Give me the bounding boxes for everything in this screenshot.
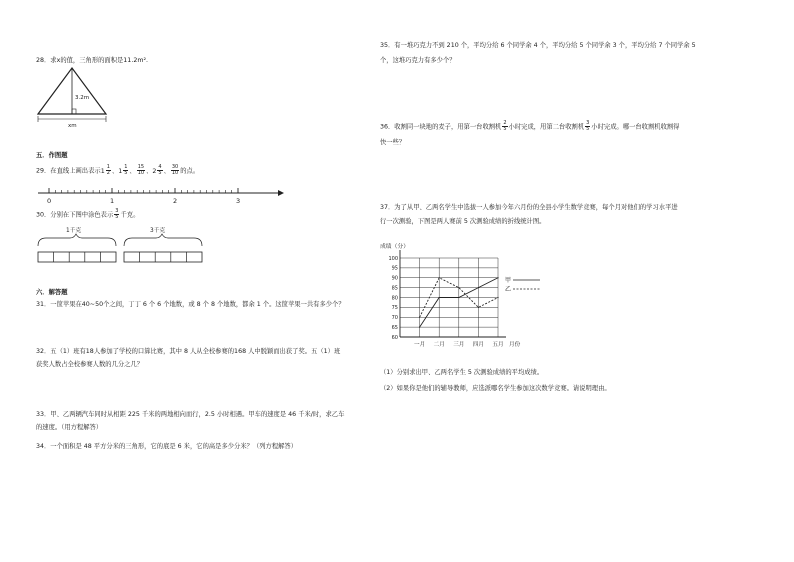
bar-3kg bbox=[124, 252, 202, 262]
x-tick-label: 一月 bbox=[413, 342, 426, 348]
q29-fraction-2: 1 $\frac{1}{5}$ bbox=[118, 164, 128, 176]
y-tick-label: 95 bbox=[391, 265, 398, 272]
q37-line1: 37．为了从甲、乙两名学生中选拔一人参加今年六月份的全县小学生数学竞赛，每个月对他们的学习水平进 bbox=[380, 204, 678, 211]
data-point bbox=[419, 327, 420, 328]
q29-fraction-5: $\frac{30}{10}$ bbox=[171, 164, 179, 176]
q29-fraction-4: 2 $\frac{4}{5}$ bbox=[152, 164, 162, 176]
data-point bbox=[419, 317, 420, 318]
q37-sub1: （1）分别求出甲、乙两名学生 5 次测验成绩的平均成绩。 bbox=[380, 369, 544, 376]
q29-prefix: 29．在直线上画出表示 bbox=[36, 167, 101, 175]
data-point bbox=[458, 297, 459, 298]
q36-line1: 36．收割同一块地的麦子，用第一台收割机 $\frac{2}{5}$ 小时完成，用第二台收割机 $\frac{3}{5}$ 小时完成。哪一台收割机收割得 bbox=[380, 120, 680, 132]
y-tick-label: 75 bbox=[391, 305, 398, 312]
line-chart bbox=[380, 240, 560, 365]
data-point bbox=[497, 277, 498, 278]
bar-1kg bbox=[38, 252, 116, 262]
y-tick-label: 65 bbox=[391, 324, 398, 331]
q28-triangle-figure bbox=[36, 66, 116, 129]
y-tick-label: 100 bbox=[388, 255, 398, 262]
data-point bbox=[478, 287, 479, 288]
q29-fraction-list: 1 $\frac{1}{2}$ 、1 $\frac{1}{5}$ 、 $\frac{15}{10}$ 、2 $\frac{4}{5}$ 、 $\frac{30}{10}$ bbox=[100, 164, 179, 176]
q34-text: 34．一个面积是 48 平方分米的三角形，它的底是 6 米，它的高是多少分米？（列方程解答） bbox=[36, 443, 298, 450]
q32-line2: 获奖人数占全校参赛人数的几分之几？ bbox=[36, 361, 144, 368]
legend-label: 甲 bbox=[505, 277, 512, 284]
y-tick-label: 70 bbox=[391, 315, 398, 322]
q36-line2: 快一些？ bbox=[380, 139, 406, 146]
data-point bbox=[439, 277, 440, 278]
q29-fraction-1: 1 $\frac{1}{2}$ bbox=[100, 164, 110, 176]
q36-fraction-2: $\frac{3}{5}$ bbox=[586, 120, 590, 132]
tick-label: 1 bbox=[110, 197, 115, 205]
section-6-title: 六．解答题 bbox=[36, 289, 68, 296]
x-axis-label: 月份 bbox=[509, 342, 521, 348]
legend-label: 乙 bbox=[505, 286, 512, 293]
y-tick-label: 80 bbox=[391, 295, 398, 302]
q30-fraction: $\frac{3}{5}$ bbox=[115, 208, 119, 220]
data-point bbox=[458, 287, 459, 288]
q37-line2: 行一次测验，下图是两人赛前 5 次测验成绩的折线统计图。 bbox=[380, 218, 546, 225]
x-tick-label: 二月 bbox=[433, 342, 445, 348]
q33-line1: 33．甲、乙两辆汽车同时从相距 225 千米的两地相向而行，2.5 小时相遇。甲车的速度是 46 千米/时，求乙车 bbox=[36, 411, 345, 418]
data-point bbox=[439, 297, 440, 298]
label-3kg: 3千克 bbox=[150, 228, 166, 234]
y-axis-label: 成绩（分） bbox=[380, 244, 409, 250]
q30-prefix: 30．分别在下图中涂色表示 bbox=[36, 211, 114, 219]
q30-text bbox=[36, 209, 139, 220]
q35-line1: 35．有一堆巧克力不到 210 个，平均分给 6 个同学余 4 个，平均分给 5 个同学余 3 个，平均分给 7 个同学余 5 bbox=[380, 42, 696, 49]
q35-line2: 个，这堆巧克力有多少个？ bbox=[380, 57, 456, 64]
tick-label: 2 bbox=[173, 197, 178, 205]
label-1kg: 1千克 bbox=[66, 228, 82, 234]
q30-bar-figure bbox=[36, 224, 216, 269]
number-line bbox=[36, 186, 286, 206]
q36-fraction-1: $\frac{2}{5}$ bbox=[503, 120, 507, 132]
q33-line2: 的速度。（用方程解答） bbox=[36, 424, 103, 431]
q31-text: 31．一筐苹果在40~50个之间，丁丁 6 个 6 个地数，或 8 个 8 个地数，都余 1 个。这筐苹果一共有多少个？ bbox=[36, 301, 345, 308]
q30-suffix: 千克。 bbox=[120, 211, 140, 219]
x-tick-label: 三月 bbox=[453, 342, 465, 348]
q29-suffix: 的点。 bbox=[180, 167, 200, 175]
y-tick-label: 60 bbox=[391, 334, 398, 341]
data-point bbox=[478, 307, 479, 308]
q29-text bbox=[36, 165, 199, 176]
y-tick-label: 90 bbox=[391, 275, 398, 282]
height-label: 3.2m bbox=[75, 95, 90, 101]
tick-label: 3 bbox=[236, 197, 241, 205]
tick-label: 0 bbox=[47, 197, 52, 205]
y-tick-label: 85 bbox=[391, 285, 398, 292]
section-5-title: 五．作图题 bbox=[36, 152, 68, 159]
q29-fraction-3: $\frac{15}{10}$ bbox=[137, 164, 145, 176]
q28-text: 28．求x的值，三角形的面积是11.2m². bbox=[36, 57, 148, 64]
q37-sub2: （2）如果你是他们的辅导教师，应选派哪名学生参加这次数学竞赛。请说明理由。 bbox=[380, 385, 611, 392]
base-label: xm bbox=[68, 123, 77, 129]
q32-line1: 32．五（1）班有18人参加了学校的口算比赛，其中 8 人从全校参赛的168 人中脱颖而出获了奖。五（1）班 bbox=[36, 348, 341, 355]
data-point bbox=[497, 297, 498, 298]
x-tick-label: 五月 bbox=[492, 342, 504, 348]
x-tick-label: 四月 bbox=[472, 342, 485, 348]
